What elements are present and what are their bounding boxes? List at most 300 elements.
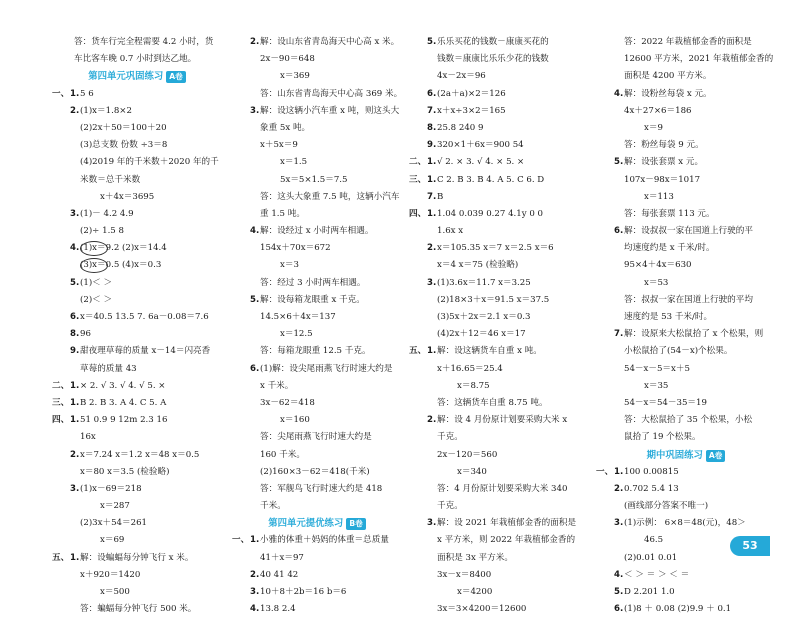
answer-text: x＝4 x＝75 (检验略) xyxy=(437,260,519,271)
question-number: 4. xyxy=(250,604,260,615)
answer-text: (1)x－69＝218 xyxy=(80,483,142,494)
question-number: 3. xyxy=(427,518,437,529)
answer-text: x＝500 xyxy=(100,587,130,597)
answer-line xyxy=(596,189,776,206)
question-number: 4. xyxy=(614,569,624,580)
answer-text: 甜夜理草莓的质量 x－14＝闪亮香 xyxy=(80,346,211,357)
answer-text: x＝113 xyxy=(644,191,674,202)
answer-line xyxy=(232,395,402,412)
answer-line xyxy=(52,257,222,274)
answer-text: 2x－90＝648 xyxy=(260,54,315,65)
answer-text: 96 xyxy=(80,329,91,340)
answer-text: 答：2022 年栽植郁金香的面积是 xyxy=(624,37,752,47)
answer-line xyxy=(232,343,402,360)
answer-text: x＝287 xyxy=(100,501,130,512)
answer-line xyxy=(409,601,589,618)
answer-text: (1)解：设尖尾雨燕飞行时速大约是 xyxy=(260,363,393,374)
answer-line xyxy=(596,240,776,257)
answer-text: 答：尖尾雨燕飞行时速大约是 xyxy=(260,432,372,443)
answer-line xyxy=(52,309,222,326)
answer-line xyxy=(596,498,776,515)
answer-line xyxy=(232,34,402,51)
answer-line xyxy=(409,498,589,515)
answer-line xyxy=(409,103,589,120)
answer-line xyxy=(409,447,589,464)
answer-text: 3x＝3×4200＝12600 xyxy=(437,604,527,615)
answer-text: 107x－98x＝1017 xyxy=(624,174,701,185)
answer-column-1 xyxy=(52,34,222,618)
answer-text: 10＋8＋2b＝16 b＝6 xyxy=(260,587,347,597)
question-number: 4. xyxy=(250,226,260,237)
answer-text: 解：设这辆货车自重 x 吨。 xyxy=(437,346,542,357)
answer-line xyxy=(52,120,222,137)
answer-text: (2)0.01 0.01 xyxy=(624,552,678,563)
question-number: 7. xyxy=(614,329,624,340)
answer-text: x＝4200 xyxy=(457,587,493,597)
answer-line xyxy=(52,481,222,498)
section-number: 五、 xyxy=(409,346,427,357)
answer-text: D 2.201 1.0 xyxy=(624,587,675,597)
answer-line xyxy=(232,223,402,240)
answer-line xyxy=(232,481,402,498)
answer-text: B xyxy=(437,191,444,202)
answer-text: 答：这头大象重 7.5 吨，这辆小汽车 xyxy=(260,191,400,202)
answer-text: 均速度约是 x 千米/时。 xyxy=(624,243,715,254)
answer-text: 千克。 xyxy=(437,501,463,512)
section-number: 二、 xyxy=(52,380,70,391)
question-number: 1. xyxy=(70,397,80,408)
answer-line xyxy=(52,103,222,120)
answer-text: x＝105.35 x＝7 x＝2.5 x＝6 xyxy=(437,243,554,254)
answer-text: 乐乐买花的钱数－康康买花的 xyxy=(437,37,549,47)
answer-text: 41＋x＝97 xyxy=(260,552,304,563)
answer-line xyxy=(409,257,589,274)
answer-text: (2a＋a)×2＝126 xyxy=(437,88,506,99)
question-number: 3. xyxy=(250,105,260,116)
answer-line xyxy=(596,172,776,189)
answer-text: (画线部分答案不唯一) xyxy=(624,501,709,512)
answer-text: (4)2x＋12＝46 x＝17 xyxy=(437,329,526,340)
section-number: 三、 xyxy=(409,174,427,185)
answer-text: 答：每箱龙眼重 12.5 千克。 xyxy=(260,346,371,357)
answer-line xyxy=(409,515,589,532)
answer-text: 160 千米。 xyxy=(260,449,305,460)
answer-text: 51 0.9 9 12m 2.3 16 xyxy=(80,415,168,426)
answer-line xyxy=(232,240,402,257)
answer-line xyxy=(52,550,222,567)
answer-line xyxy=(409,223,589,240)
answer-text: x＝3 xyxy=(280,260,299,271)
answer-text: (2)160×3－62＝418(千米) xyxy=(260,466,370,477)
question-number: 5. xyxy=(250,294,260,305)
answer-text: x＝369 xyxy=(280,71,310,82)
answer-line xyxy=(52,343,222,360)
answer-text: x＋16.65＝25.4 xyxy=(437,363,503,374)
answer-line xyxy=(232,257,402,274)
answer-text: 小雅的体重＋妈妈的体重＝总质量 xyxy=(260,535,389,546)
section-title: 期中巩固练习 xyxy=(646,449,703,461)
answer-line xyxy=(409,550,589,567)
answer-line xyxy=(52,601,222,618)
answer-text: x＝69 xyxy=(100,535,125,546)
answer-text: 54－x－5＝x＋5 xyxy=(624,363,690,374)
answer-text: 解：设粉丝每袋 x 元。 xyxy=(624,88,712,99)
answer-text: x＝53 xyxy=(644,277,669,288)
answer-text: 95×4＋4x＝630 xyxy=(624,260,692,271)
question-number: 6. xyxy=(614,226,624,237)
answer-text: 答：粉丝每袋 9 元。 xyxy=(624,140,704,151)
answer-line xyxy=(232,567,402,584)
question-number: 1. xyxy=(427,157,437,168)
answer-line xyxy=(596,326,776,343)
answer-text: (1)3.6x＝11.7 x＝3.25 xyxy=(437,277,531,288)
answer-line xyxy=(232,120,402,137)
answer-text: (1)－ 4.2 4.9 xyxy=(80,208,134,219)
answer-line xyxy=(409,34,589,51)
answer-line xyxy=(52,292,222,309)
answer-text: 4x－2x＝96 xyxy=(437,71,486,82)
question-number: 1. xyxy=(250,535,260,546)
answer-line xyxy=(596,481,776,498)
answer-text: (1)x＝1.8×2 xyxy=(80,105,132,116)
answer-text: (2)2x＋50＝100＋20 xyxy=(80,122,167,133)
answer-line xyxy=(409,120,589,137)
answer-line xyxy=(596,429,776,446)
answer-line xyxy=(409,189,589,206)
answer-line xyxy=(232,498,402,515)
question-number: 5. xyxy=(70,277,80,288)
answer-line xyxy=(596,51,776,68)
answer-text: 解：设经过 x 小时两车相遇。 xyxy=(260,226,374,237)
answer-line xyxy=(409,309,589,326)
answer-text: × 2. √ 3. √ 4. √ 5. × xyxy=(80,380,166,391)
answer-text: 答：蝙蝠每分钟飞行 500 米。 xyxy=(80,604,197,615)
question-number: 7. xyxy=(427,105,437,116)
answer-line xyxy=(52,567,222,584)
answer-line xyxy=(232,601,402,618)
question-number: 3. xyxy=(427,277,437,288)
answer-line xyxy=(596,309,776,326)
section-number: 五、 xyxy=(52,552,70,563)
answer-text: (2)÷ 1.5 8 xyxy=(80,226,124,237)
answer-line xyxy=(52,223,222,240)
section-level-badge: A卷 xyxy=(706,450,725,462)
answer-line xyxy=(52,154,222,171)
section-title: 第四单元巩固练习 xyxy=(88,71,164,83)
answer-text: 13.8 2.4 xyxy=(260,604,296,615)
answer-line xyxy=(596,275,776,292)
answer-text: 答：叔叔一家在国道上行驶的平均 xyxy=(624,294,753,305)
answer-column-2 xyxy=(232,34,402,618)
answer-line xyxy=(52,532,222,549)
answer-line xyxy=(596,567,776,584)
answer-line xyxy=(232,550,402,567)
answer-line xyxy=(52,584,222,601)
answer-line xyxy=(232,378,402,395)
answer-text: 3x－x＝8400 xyxy=(437,569,492,580)
answer-text: 速度约是 53 千米/时。 xyxy=(624,312,713,322)
answer-text: 答：每张套票 113 元。 xyxy=(624,208,715,219)
answer-line xyxy=(232,154,402,171)
answer-line xyxy=(52,515,222,532)
answer-text: 答：4 月份原计划要采购大米 340 xyxy=(437,483,568,494)
question-number: 6. xyxy=(70,312,80,322)
answer-line xyxy=(52,326,222,343)
question-number: 1. xyxy=(427,346,437,357)
answer-line xyxy=(409,326,589,343)
answer-line xyxy=(596,292,776,309)
question-number: 2. xyxy=(614,483,624,494)
answer-text: (3)总支数 份数 ÷3＝8 xyxy=(80,140,168,151)
answer-text: 4x＋27×6＝186 xyxy=(624,105,692,116)
answer-text: x＝40.5 13.5 7. 6a－0.08＝7.6 xyxy=(80,312,209,322)
page-number: 53 xyxy=(730,536,770,556)
answer-line xyxy=(232,189,402,206)
answer-line xyxy=(232,86,402,103)
section-number: 一、 xyxy=(232,535,250,546)
answer-line xyxy=(232,172,402,189)
question-number: 3. xyxy=(614,518,624,529)
answer-line xyxy=(596,257,776,274)
answer-line xyxy=(409,567,589,584)
answer-text: 千克。 xyxy=(437,432,463,443)
answer-text: √ 2. × 3. √ 4. × 5. × xyxy=(437,157,525,168)
answer-text: (1)x＝9.2 (2)x＝14.4 xyxy=(80,243,167,254)
answer-line xyxy=(232,429,402,446)
answer-text: (4)2019 年的千米数＋2020 年的千 xyxy=(80,157,219,168)
answer-text: (1)8 ＋ 0.08 (2)9.9 ＋ 0.1 xyxy=(624,604,732,615)
answer-text: (2)18×3＋x＝91.5 x＝37.5 xyxy=(437,294,550,305)
answer-line xyxy=(596,343,776,360)
answer-line xyxy=(596,515,776,532)
answer-text: 154x＋70x＝672 xyxy=(260,243,331,254)
answer-line xyxy=(409,172,589,189)
answer-line xyxy=(52,86,222,103)
answer-text: 3x－62＝418 xyxy=(260,397,315,408)
answer-text: 钱数＝康康比乐乐少花的钱数 xyxy=(437,54,549,65)
answer-line xyxy=(232,137,402,154)
answer-text: 解：设张套票 x 元。 xyxy=(624,157,704,168)
answer-line xyxy=(409,395,589,412)
answer-line xyxy=(596,34,776,51)
answer-text: 46.5 xyxy=(644,535,664,546)
answer-text: 5x＝5×1.5＝7.5 xyxy=(280,174,348,185)
answer-text: 解：设山东省青岛海天中心高 x 米。 xyxy=(260,37,400,47)
answer-text: (2)3x＋54＝261 xyxy=(80,518,148,529)
answer-line xyxy=(52,172,222,189)
answer-line xyxy=(52,412,222,429)
answer-line xyxy=(232,275,402,292)
answer-text: x＝1.5 xyxy=(280,157,308,168)
answer-text: 面积是 3x 平方米。 xyxy=(437,552,513,563)
question-number: 6. xyxy=(250,363,260,374)
answer-text: 100 0.00815 xyxy=(624,466,679,477)
section-number: 一、 xyxy=(596,466,614,477)
answer-line xyxy=(232,206,402,223)
answer-line xyxy=(596,86,776,103)
question-number: 1. xyxy=(614,466,624,477)
question-number: 7. xyxy=(427,191,437,202)
question-number: 9. xyxy=(70,346,80,357)
answer-text: 答：军舰鸟飞行时速大约是 418 xyxy=(260,483,383,494)
answer-text: 答：这辆货车自重 8.75 吨。 xyxy=(437,397,548,408)
answer-line xyxy=(232,103,402,120)
answer-text: x＋4x＝3695 xyxy=(100,191,155,202)
question-number: 8. xyxy=(427,122,437,133)
answer-text: 象重 5x 吨。 xyxy=(260,122,311,133)
answer-text: x＝9 xyxy=(644,122,663,133)
question-number: 5. xyxy=(427,37,437,47)
question-number: 9. xyxy=(427,140,437,151)
answer-line xyxy=(409,343,589,360)
question-number: 3. xyxy=(70,483,80,494)
answer-line xyxy=(52,51,222,68)
answer-line xyxy=(409,292,589,309)
answer-line xyxy=(596,68,776,85)
answer-line xyxy=(409,412,589,429)
answer-line xyxy=(232,447,402,464)
answer-line xyxy=(52,361,222,378)
answer-text: 54－x＝54－35＝19 xyxy=(624,397,707,408)
answer-line xyxy=(52,275,222,292)
answer-line xyxy=(596,378,776,395)
answer-line xyxy=(52,137,222,154)
answer-line xyxy=(409,378,589,395)
answer-line xyxy=(232,412,402,429)
answer-text: 25.8 240 9 xyxy=(437,122,484,133)
answer-line xyxy=(232,464,402,481)
answer-text: 1.6x x xyxy=(437,226,464,237)
question-number: 4. xyxy=(614,88,624,99)
question-number: 4. xyxy=(70,243,80,254)
answer-text: 答：货车行完全程需要 4.2 小时，货 xyxy=(74,37,214,47)
question-number: 1. xyxy=(70,552,80,563)
answer-text: 小松鼠拾了(54－x)个松果。 xyxy=(624,346,733,357)
answer-line xyxy=(232,309,402,326)
answer-line xyxy=(596,120,776,137)
answer-text: C 2. B 3. B 4. A 5. C 6. D xyxy=(437,174,545,185)
answer-line xyxy=(596,154,776,171)
answer-line xyxy=(232,532,402,549)
answer-text: 面积是 4200 平方米。 xyxy=(624,71,712,82)
answer-text: x 千米。 xyxy=(260,380,294,391)
answer-line xyxy=(596,361,776,378)
answer-line xyxy=(52,447,222,464)
answer-text: 解：设蝙蝠每分钟飞行 x 米。 xyxy=(80,552,194,563)
answer-line xyxy=(232,68,402,85)
answer-text: 解：设 2021 年栽植郁金香的面积是 xyxy=(437,518,577,529)
answer-text: 答：山东省青岛海天中心高 369 米。 xyxy=(260,88,403,99)
answer-line xyxy=(596,103,776,120)
answer-line xyxy=(409,86,589,103)
answer-text: 12600 平方米，2021 年栽植郁金香的 xyxy=(624,54,774,65)
answer-line xyxy=(232,361,402,378)
answer-text: x＝160 xyxy=(280,415,310,426)
answer-text: 鼠拾了 19 个松果。 xyxy=(624,432,701,443)
answer-text: 2x－120＝560 xyxy=(437,449,498,460)
answer-text: (3)5x＋2x＝2.1 x＝0.3 xyxy=(437,312,531,322)
question-number: 5. xyxy=(614,157,624,168)
answer-line xyxy=(409,464,589,481)
answer-text: (1)示例： 6×8＝48(元)，48＞ xyxy=(624,518,746,529)
answer-text: 解：设 4 月份原计划要采购大米 x xyxy=(437,415,568,426)
answer-text: 320×1＋6x＝900 54 xyxy=(437,140,524,151)
question-number: 8. xyxy=(70,329,80,340)
section-level-badge: A卷 xyxy=(166,71,185,83)
answer-line xyxy=(409,68,589,85)
question-number: 3. xyxy=(250,587,260,597)
question-number: 1. xyxy=(70,415,80,426)
section-number: 一、 xyxy=(52,88,70,99)
answer-line xyxy=(52,240,222,257)
question-number: 5. xyxy=(614,587,624,597)
answer-line xyxy=(596,464,776,481)
answer-text: 答：大松鼠拾了 35 个松果，小松 xyxy=(624,415,753,426)
section-level-badge: B卷 xyxy=(346,518,365,530)
question-number: 2. xyxy=(70,105,80,116)
answer-text: x＝7.24 x＝1.2 x＝48 x＝0.5 xyxy=(80,449,200,460)
answer-line xyxy=(52,395,222,412)
question-number: 2. xyxy=(427,243,437,254)
answer-line xyxy=(409,154,589,171)
answer-text: x＝340 xyxy=(457,466,487,477)
answer-line xyxy=(596,601,776,618)
question-number: 6. xyxy=(427,88,437,99)
question-number: 1. xyxy=(427,174,437,185)
answer-text: 米数＝总千米数 xyxy=(80,174,141,185)
answer-line xyxy=(232,51,402,68)
answer-line xyxy=(232,292,402,309)
answer-line xyxy=(409,240,589,257)
answer-line xyxy=(52,429,222,446)
answer-line xyxy=(596,395,776,412)
section-number: 二、 xyxy=(409,157,427,168)
answer-line xyxy=(596,412,776,429)
answer-text: 车比客车晚 0.7 小时到达乙地。 xyxy=(74,54,197,65)
answer-text: 答：经过 3 小时两车相遇。 xyxy=(260,277,366,288)
answer-text: (2)＜ ＞ xyxy=(80,294,113,305)
answer-text: x＋920＝1420 xyxy=(80,569,141,580)
answer-text: x＝12.5 xyxy=(280,329,313,340)
answer-text: 14.5×6＋4x＝137 xyxy=(260,312,336,322)
answer-line xyxy=(409,429,589,446)
answer-text: (3)x＝0.5 (4)x＝0.3 xyxy=(80,260,162,271)
answer-text: x＝8.75 xyxy=(457,380,490,391)
answer-line xyxy=(232,584,402,601)
answer-text: 解：设每箱龙眼重 x 千克。 xyxy=(260,294,365,305)
answer-text: ＜ ＞ ＝ ＞ ＜ ＝ xyxy=(624,569,690,580)
answer-text: 5 6 xyxy=(80,88,94,99)
section-number: 四、 xyxy=(409,208,427,219)
question-number: 2. xyxy=(250,37,260,47)
answer-line xyxy=(52,34,222,51)
answer-column-3 xyxy=(409,34,589,618)
answer-text: 草莓的质量 43 xyxy=(80,363,137,374)
answer-line xyxy=(409,206,589,223)
question-number: 2. xyxy=(250,569,260,580)
answer-line xyxy=(409,532,589,549)
answer-line xyxy=(596,584,776,601)
answer-line xyxy=(409,51,589,68)
answer-line xyxy=(52,378,222,395)
answer-line xyxy=(409,361,589,378)
answer-text: B 2. B 3. A 4. C 5. A xyxy=(80,397,167,408)
answer-text: 解：设原来大松鼠拾了 x 个松果，则 xyxy=(624,329,764,340)
answer-line xyxy=(409,275,589,292)
answer-text: 0.702 5.4 13 xyxy=(624,483,679,494)
answer-line xyxy=(409,584,589,601)
answer-text: x＝80 x＝3.5 (检验略) xyxy=(80,466,170,477)
